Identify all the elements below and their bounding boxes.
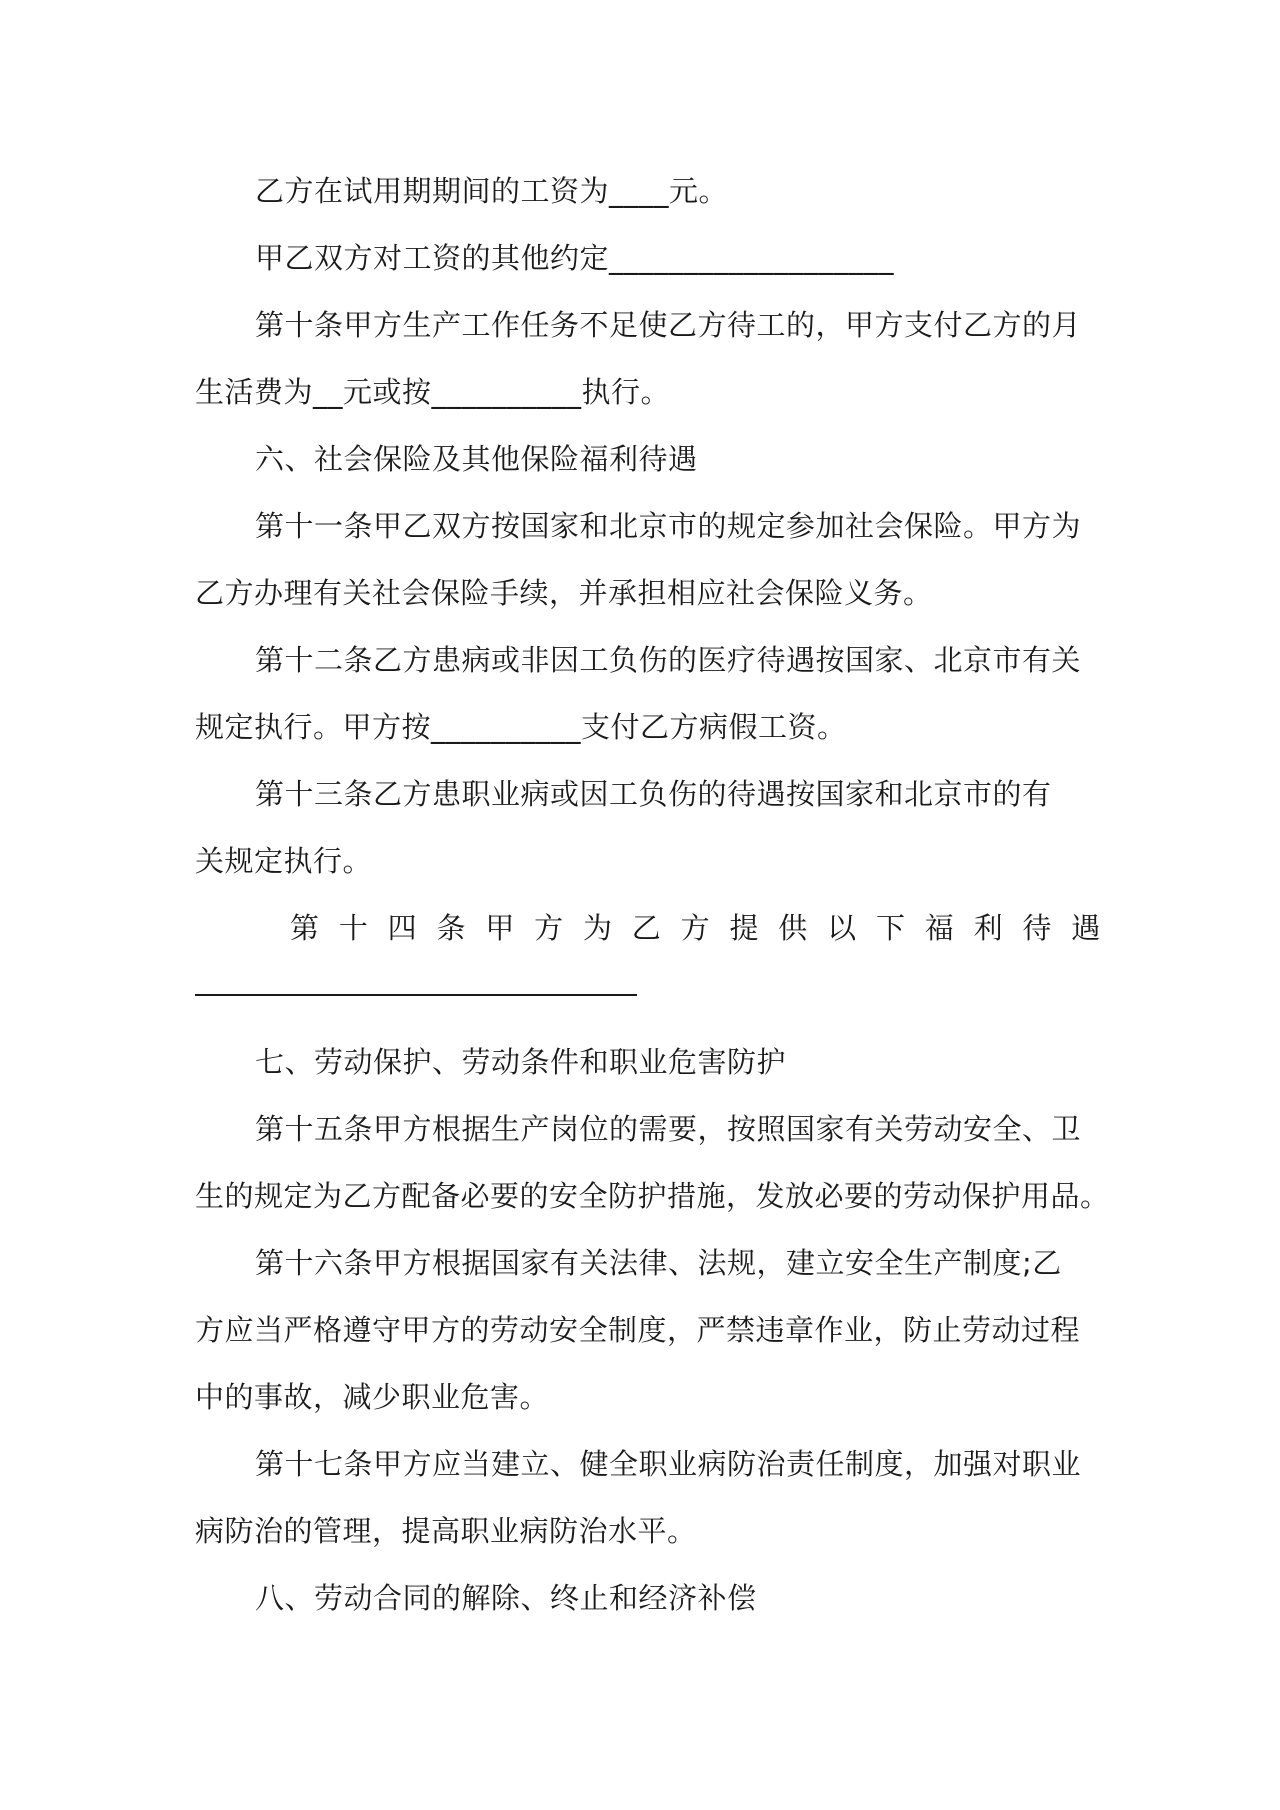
section-6-heading: 六、社会保险及其他保险福利待遇 xyxy=(255,442,698,476)
article-14-char: 方 xyxy=(534,911,564,945)
article-14-char: 提 xyxy=(729,911,759,945)
article-14-char: 遇 xyxy=(1071,911,1101,945)
article-14-char: 利 xyxy=(973,911,1004,945)
other-salary-agreement-line: 甲乙双方对工资的其他约定___________________ xyxy=(255,241,895,275)
article-14-char: 方 xyxy=(680,911,711,945)
article-14-char: 十 xyxy=(338,911,369,945)
section-8-heading: 八、劳动合同的解除、终止和经济补偿 xyxy=(255,1581,757,1615)
fill-in-blank-rule xyxy=(195,994,637,996)
article-10-line-2: 生活费为__元或按__________执行。 xyxy=(195,375,671,409)
article-17-line-1: 第十七条甲方应当建立、健全职业病防治责任制度，加强对职业 xyxy=(255,1447,1082,1481)
article-11-line-2: 乙方办理有关社会保险手续，并承担相应社会保险义务。 xyxy=(195,576,933,610)
article-14-char: 条 xyxy=(436,911,466,945)
article-14-char: 第 xyxy=(290,911,320,945)
article-17-line-2: 病防治的管理，提高职业病防治水平。 xyxy=(195,1514,697,1548)
article-14-char: 乙 xyxy=(631,911,662,945)
article-14-char: 供 xyxy=(778,911,808,945)
article-11-line-1: 第十一条甲乙双方按国家和北京市的规定参加社会保险。甲方为 xyxy=(255,509,1082,543)
article-16-line-3: 中的事故，减少职业危害。 xyxy=(195,1380,550,1414)
article-13-line-2: 关规定执行。 xyxy=(195,844,373,878)
article-14-line xyxy=(195,895,1101,962)
article-16-line-2: 方应当严格遵守甲方的劳动安全制度，严禁违章作业，防止劳动过程 xyxy=(195,1313,1081,1347)
probation-salary-line: 乙方在试用期期间的工资为____元。 xyxy=(255,174,729,208)
article-14-char: 为 xyxy=(582,911,613,945)
section-7-heading: 七、劳动保护、劳动条件和职业危害防护 xyxy=(255,1045,787,1079)
article-14-blank-line xyxy=(195,962,1101,1029)
article-14-char: 下 xyxy=(875,911,906,945)
document-page xyxy=(195,158,1110,1632)
article-14-char: 四 xyxy=(387,911,418,945)
article-10-line-1: 第十条甲方生产工作任务不足使乙方待工的，甲方支付乙方的月 xyxy=(255,308,1082,342)
article-13-line-1: 第十三条乙方患职业病或因工负伤的待遇按国家和北京市的有 xyxy=(255,777,1052,811)
article-15-line-2: 生的规定为乙方配备必要的安全防护措施，发放必要的劳动保护用品。 xyxy=(195,1179,1110,1213)
article-14-char: 以 xyxy=(827,911,857,945)
article-12-line-2: 规定执行。甲方按__________支付乙方病假工资。 xyxy=(195,710,847,744)
article-14-char: 福 xyxy=(924,911,955,945)
article-14-char: 待 xyxy=(1022,911,1052,945)
article-15-line-1: 第十五条甲方根据生产岗位的需要，按照国家有关劳动安全、卫 xyxy=(255,1112,1082,1146)
article-16-line-1: 第十六条甲方根据国家有关法律、法规，建立安全生产制度;乙 xyxy=(255,1246,1062,1280)
article-12-line-1: 第十二条乙方患病或非因工负伤的医疗待遇按国家、北京市有关 xyxy=(255,643,1082,677)
article-14-char: 甲 xyxy=(485,911,515,945)
